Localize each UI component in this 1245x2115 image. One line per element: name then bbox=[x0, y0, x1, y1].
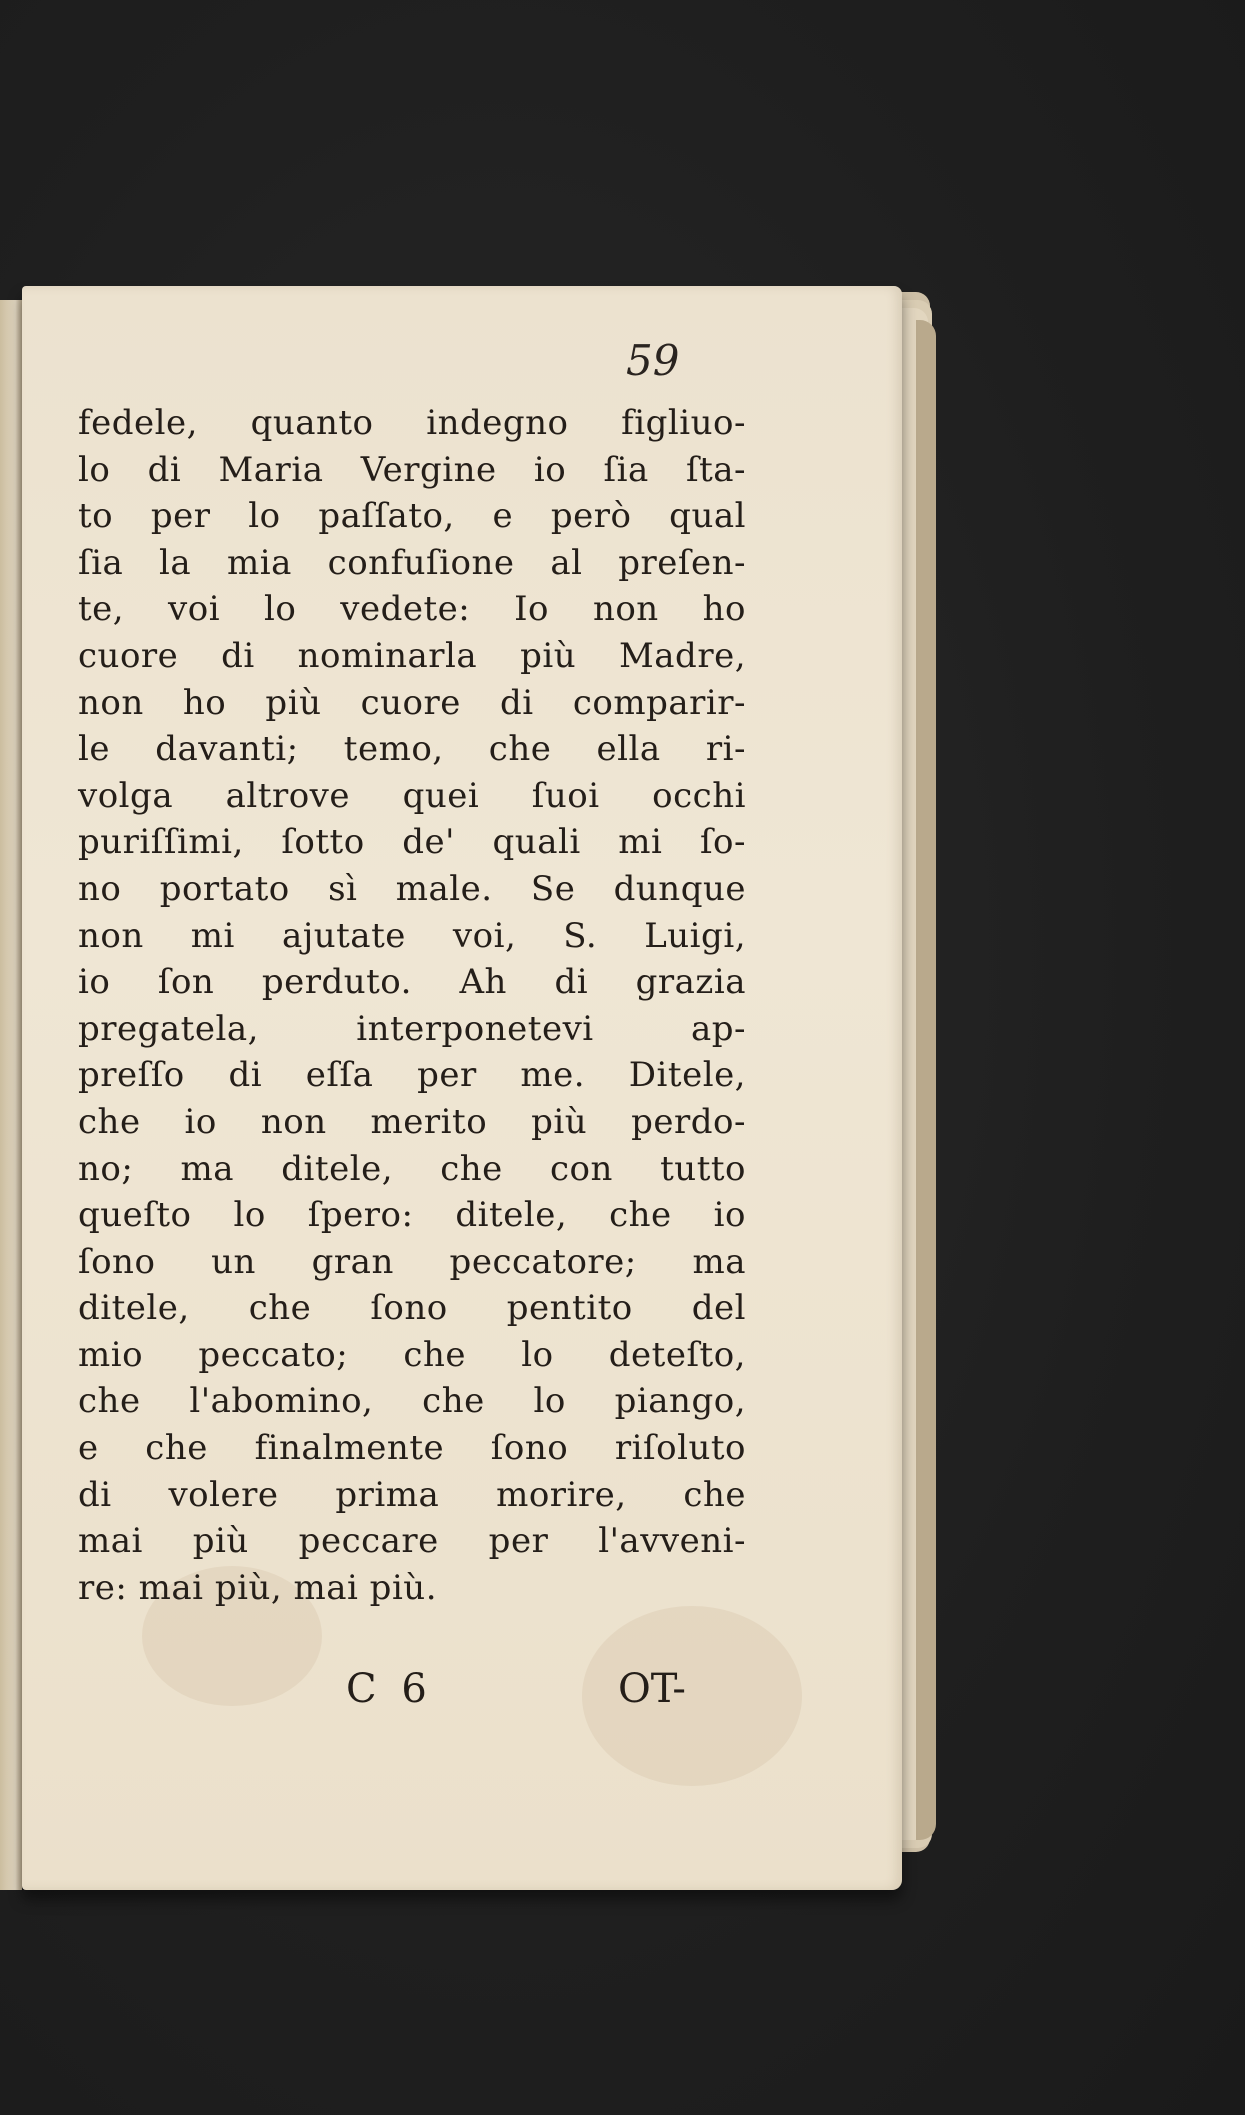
text-line: puriſſimi, ſotto de' quali mi ſo- bbox=[78, 822, 746, 863]
text-line: preſſo di eſſa per me. Ditele, bbox=[78, 1055, 746, 1096]
text-line: e che finalmente ſono riſoluto bbox=[78, 1428, 746, 1469]
text-line: mio peccato; che lo deteſto, bbox=[78, 1334, 746, 1375]
text-line: di volere prima morire, che bbox=[78, 1474, 746, 1515]
text-line: te, voi lo vedete: Io non ho bbox=[78, 589, 746, 630]
text-line: io ſon perduto. Ah di grazia bbox=[78, 962, 746, 1003]
text-line: fedele, quanto indegno figliuo- bbox=[78, 403, 746, 443]
text-line: no portato sì male. Se dunque bbox=[78, 868, 746, 909]
text-line: ſono un gran peccatore; ma bbox=[78, 1241, 746, 1282]
text-line: non ho più cuore di comparir- bbox=[78, 682, 746, 723]
catchword: OT- bbox=[618, 1666, 686, 1712]
text-line: che l'abomino, che lo piango, bbox=[78, 1381, 746, 1422]
text-line: volga altrove quei ſuoi occhi bbox=[78, 775, 746, 816]
text-line: che io non merito più perdo- bbox=[78, 1101, 746, 1142]
text-line: pregatela, interponetevi ap- bbox=[78, 1008, 746, 1049]
text-line: lo di Maria Vergine io ſia ſta- bbox=[78, 449, 746, 490]
text-line: le davanti; temo, che ella ri- bbox=[78, 729, 746, 770]
text-line: cuore di nominarla più Madre, bbox=[78, 635, 746, 676]
page-number: 59 bbox=[626, 336, 680, 385]
previous-page-edge bbox=[0, 300, 22, 1890]
text-line: ditele, che ſono pentito del bbox=[78, 1288, 746, 1329]
text-line: to per lo paſſato, e però qual bbox=[78, 496, 746, 537]
text-line: ſia la mia confuſione al preſen- bbox=[78, 542, 746, 583]
text-line: mai più peccare per l'avveni- bbox=[78, 1521, 746, 1562]
body-text bbox=[78, 400, 746, 1611]
text-line: no; ma ditele, che con tutto bbox=[78, 1148, 746, 1189]
text-line: queſto lo ſpero: ditele, che io bbox=[78, 1195, 746, 1236]
page-stack-shadow bbox=[916, 320, 936, 1840]
signature-mark: C 6 bbox=[346, 1666, 433, 1712]
text-line: re: mai più, mai più. bbox=[78, 1567, 438, 1608]
paper-stain bbox=[582, 1606, 802, 1786]
text-line: non mi ajutate voi, S. Luigi, bbox=[78, 915, 746, 956]
